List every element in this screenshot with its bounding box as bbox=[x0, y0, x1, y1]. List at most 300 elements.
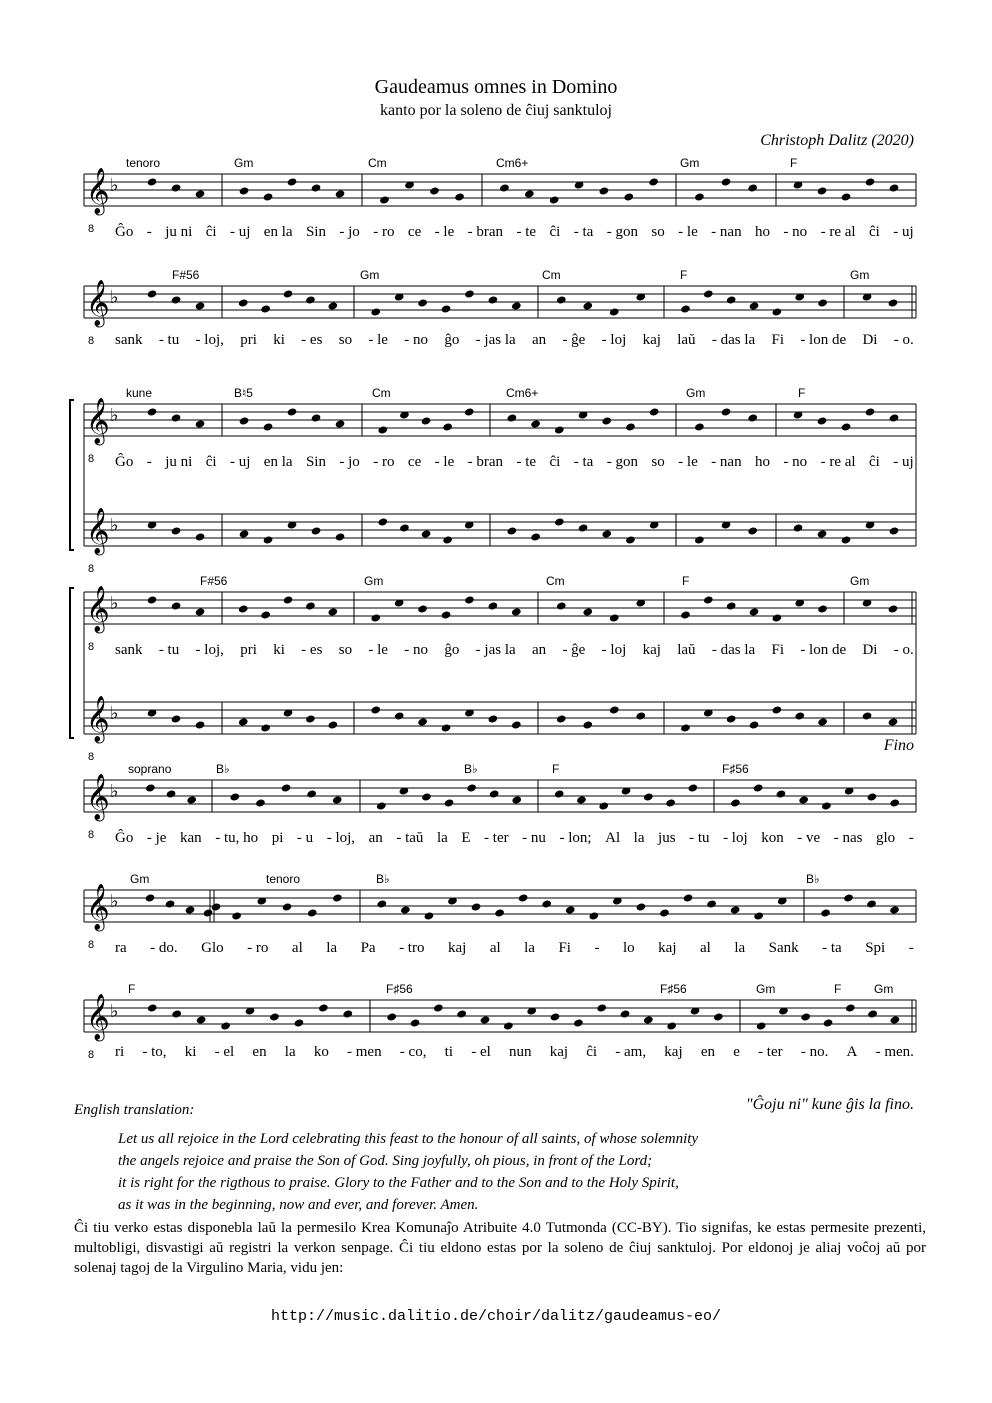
note-head bbox=[666, 1021, 677, 1030]
note-head bbox=[417, 717, 428, 726]
note-head bbox=[623, 192, 634, 201]
note-head bbox=[730, 798, 741, 807]
note-head bbox=[749, 720, 760, 729]
lyric-syllable: - tu bbox=[158, 642, 180, 658]
octave-eight-mark: 8 bbox=[88, 939, 95, 951]
note-head bbox=[229, 792, 240, 801]
chord-symbol: F#56 bbox=[200, 574, 228, 588]
note-head bbox=[694, 192, 705, 201]
lyric-syllable: - uj bbox=[229, 224, 251, 240]
note-head bbox=[582, 301, 593, 310]
note-head bbox=[287, 407, 298, 416]
chord-symbol: F bbox=[128, 982, 136, 996]
lyric-syllable: kon bbox=[761, 830, 784, 846]
lyric-syllable: en la bbox=[263, 224, 293, 240]
lyric-syllable: pi bbox=[271, 830, 284, 846]
note-head bbox=[433, 1003, 444, 1012]
fino-mark: Fino bbox=[883, 737, 914, 754]
note-head bbox=[332, 795, 343, 804]
note-head bbox=[625, 422, 636, 431]
lyric-syllable: - je bbox=[146, 830, 167, 846]
note-head bbox=[865, 177, 876, 186]
note-head bbox=[421, 792, 432, 801]
key-flat-icon: ♭ bbox=[110, 405, 119, 426]
note-head bbox=[260, 304, 271, 313]
note-head bbox=[730, 905, 741, 914]
note-head bbox=[817, 717, 828, 726]
note-head bbox=[721, 177, 732, 186]
note-head bbox=[753, 783, 764, 792]
lyric-syllable: sank bbox=[115, 642, 143, 658]
piece-title: Gaudeamus omnes in Domino bbox=[374, 76, 618, 98]
treble-clef-icon: 𝄞 bbox=[86, 508, 110, 554]
note-head bbox=[211, 902, 222, 911]
lyric-syllable: so bbox=[651, 454, 665, 470]
note-head bbox=[342, 1009, 353, 1018]
lyric-syllable: - tu, ho bbox=[215, 830, 259, 846]
lyric-syllable: Sin bbox=[305, 454, 326, 470]
note-head bbox=[399, 523, 410, 532]
lyric-syllable: - taŭ bbox=[396, 830, 424, 846]
lyric-syllable: E bbox=[461, 830, 471, 846]
lyric-syllable: - ta bbox=[822, 940, 842, 956]
lyric-syllable: - el bbox=[471, 1044, 491, 1060]
lyric-syllable: ĉi bbox=[549, 224, 561, 240]
lyric-syllable: - no bbox=[783, 454, 808, 470]
note-head bbox=[598, 801, 609, 810]
translation-text bbox=[118, 1128, 698, 1216]
note-head bbox=[867, 792, 878, 801]
chord-symbol: F bbox=[680, 268, 688, 282]
note-head bbox=[147, 407, 158, 416]
note-head bbox=[307, 908, 318, 917]
note-head bbox=[866, 899, 877, 908]
key-flat-icon: ♭ bbox=[110, 515, 119, 536]
note-head bbox=[195, 189, 206, 198]
lyric-syllable: al bbox=[489, 940, 501, 956]
chord-symbol: Gm bbox=[756, 982, 776, 996]
chord-symbol: Gm bbox=[850, 268, 870, 282]
chord-symbol: F bbox=[834, 982, 842, 996]
note-head bbox=[195, 301, 206, 310]
note-head bbox=[511, 720, 522, 729]
note-head bbox=[305, 295, 316, 304]
note-head bbox=[376, 801, 387, 810]
note-head bbox=[530, 419, 541, 428]
lyric-syllable: Sank bbox=[768, 940, 799, 956]
note-head bbox=[889, 526, 900, 535]
lyric-syllable: pri bbox=[240, 332, 257, 348]
note-head bbox=[565, 905, 576, 914]
note-head bbox=[311, 413, 322, 422]
lyric-syllable: - gon bbox=[606, 454, 638, 470]
lyric-syllable: - le bbox=[368, 642, 388, 658]
lyric-syllable: Spi bbox=[865, 940, 886, 956]
lyric-syllable: kaj bbox=[642, 332, 661, 348]
lyric-syllable: Glo bbox=[201, 940, 224, 956]
treble-clef-icon: 𝄞 bbox=[86, 884, 110, 930]
lyric-syllable: ĉi bbox=[205, 454, 217, 470]
lyrics-line bbox=[115, 332, 914, 349]
note-head bbox=[665, 798, 676, 807]
note-head bbox=[588, 911, 599, 920]
system-bracket bbox=[70, 400, 74, 550]
lyric-syllable: - nu bbox=[522, 830, 546, 846]
note-head bbox=[263, 192, 274, 201]
note-head bbox=[582, 720, 593, 729]
note-head bbox=[601, 529, 612, 538]
note-head bbox=[817, 298, 828, 307]
lyric-syllable: - das la bbox=[711, 642, 756, 658]
lyric-syllable: ju ni bbox=[165, 454, 193, 470]
note-head bbox=[721, 407, 732, 416]
lyric-syllable: - uj bbox=[893, 454, 914, 470]
chord-symbol: B♮5 bbox=[234, 386, 253, 400]
note-head bbox=[582, 607, 593, 616]
lyric-syllable: - tu bbox=[689, 830, 710, 846]
key-flat-icon: ♭ bbox=[110, 703, 119, 724]
note-head bbox=[541, 899, 552, 908]
note-head bbox=[518, 893, 529, 902]
lyric-syllable: - no bbox=[404, 332, 429, 348]
note-head bbox=[511, 795, 522, 804]
music-system-6 bbox=[0, 866, 992, 966]
chord-symbol: Cm bbox=[542, 268, 561, 282]
note-head bbox=[817, 604, 828, 613]
note-head bbox=[530, 532, 541, 541]
note-head bbox=[239, 186, 250, 195]
note-head bbox=[648, 177, 659, 186]
note-head bbox=[239, 529, 250, 538]
note-head bbox=[680, 723, 691, 732]
music-system-1 bbox=[0, 150, 992, 250]
lyric-syllable: - loj bbox=[723, 830, 748, 846]
chord-symbol: B♭ bbox=[464, 762, 478, 776]
note-head bbox=[680, 304, 691, 313]
lyrics-line bbox=[115, 1044, 914, 1061]
note-head bbox=[706, 899, 717, 908]
lyric-syllable: - ro bbox=[373, 224, 395, 240]
chord-symbol: Gm bbox=[874, 982, 894, 996]
note-head bbox=[578, 523, 589, 532]
note-head bbox=[379, 195, 390, 204]
translation-line: the angels rejoice and praise the Son of God. Sing joyfully, oh pious, in front of the Lord; bbox=[118, 1153, 653, 1169]
note-head bbox=[220, 1021, 231, 1030]
translation-heading: English translation: bbox=[74, 1102, 195, 1118]
note-head bbox=[166, 789, 177, 798]
lyric-syllable: ĝo bbox=[444, 332, 460, 348]
chord-symbol: Gm bbox=[686, 386, 706, 400]
note-head bbox=[756, 1021, 767, 1030]
note-head bbox=[573, 1018, 584, 1027]
note-head bbox=[556, 295, 567, 304]
note-head bbox=[888, 604, 899, 613]
source-url[interactable]: http://music.dalitio.de/choir/dalitz/gaudeamus-eo/ bbox=[270, 1308, 722, 1325]
note-head bbox=[549, 195, 560, 204]
note-head bbox=[511, 301, 522, 310]
note-head bbox=[817, 416, 828, 425]
lyric-syllable: ho bbox=[755, 224, 770, 240]
note-head bbox=[636, 902, 647, 911]
lyric-syllable: - am, bbox=[615, 1044, 647, 1060]
chord-symbol: Gm bbox=[364, 574, 384, 588]
note-head bbox=[487, 295, 498, 304]
lyric-syllable: - loj, bbox=[195, 642, 224, 658]
lyric-syllable: - jas la bbox=[475, 642, 516, 658]
note-head bbox=[554, 425, 565, 434]
lyric-syllable: - uj bbox=[893, 224, 914, 240]
note-head bbox=[556, 714, 567, 723]
lyric-syllable: - nan bbox=[711, 224, 742, 240]
note-head bbox=[635, 711, 646, 720]
note-head bbox=[554, 517, 565, 526]
lyric-syllable: la bbox=[284, 1044, 296, 1060]
note-head bbox=[821, 801, 832, 810]
note-head bbox=[598, 186, 609, 195]
note-head bbox=[165, 899, 176, 908]
note-head bbox=[749, 607, 760, 616]
lyric-syllable: nun bbox=[508, 1044, 532, 1060]
lyric-syllable: - bbox=[146, 224, 152, 240]
octave-eight-mark: 8 bbox=[88, 335, 95, 347]
lyric-syllable: an bbox=[368, 830, 383, 846]
note-head bbox=[255, 798, 266, 807]
note-head bbox=[643, 792, 654, 801]
chord-symbol: F♯56 bbox=[386, 982, 413, 996]
note-head bbox=[771, 613, 782, 622]
note-head bbox=[311, 526, 322, 535]
note-head bbox=[417, 298, 428, 307]
lyric-syllable: ĉi bbox=[586, 1044, 598, 1060]
key-flat-icon: ♭ bbox=[110, 891, 119, 912]
octave-eight-mark: 8 bbox=[88, 829, 95, 841]
octave-eight-mark: 8 bbox=[88, 223, 95, 235]
voice-label: tenoro bbox=[126, 156, 161, 170]
lyric-syllable: - o. bbox=[893, 332, 914, 348]
key-flat-icon: ♭ bbox=[110, 175, 119, 196]
lyric-syllable: - bbox=[594, 940, 600, 956]
lyric-syllable: - no bbox=[404, 642, 429, 658]
lyric-syllable: sank bbox=[115, 332, 143, 348]
lyric-syllable: Sin bbox=[305, 224, 326, 240]
lyric-syllable: en la bbox=[263, 454, 293, 470]
lyric-syllable: ki bbox=[273, 642, 285, 658]
lyric-syllable: - te bbox=[516, 454, 537, 470]
note-head bbox=[889, 798, 900, 807]
note-head bbox=[238, 298, 249, 307]
note-head bbox=[464, 289, 475, 298]
lyric-syllable: - jo bbox=[339, 454, 360, 470]
lyric-syllable: kaj bbox=[664, 1044, 683, 1060]
note-head bbox=[776, 789, 787, 798]
lyric-syllable: ĝo bbox=[444, 642, 460, 658]
music-system-7 bbox=[0, 976, 992, 1076]
lyrics-line bbox=[115, 224, 914, 241]
voice-label: tenoro bbox=[266, 872, 301, 886]
lyric-syllable: kaj bbox=[447, 940, 467, 956]
lyric-syllable: ti bbox=[444, 1044, 453, 1060]
note-head bbox=[370, 613, 381, 622]
music-system-3 bbox=[0, 380, 992, 575]
note-head bbox=[865, 407, 876, 416]
lyric-syllable: Ĝo bbox=[115, 224, 134, 240]
lyric-syllable: kaj bbox=[642, 642, 661, 658]
note-head bbox=[487, 601, 498, 610]
chord-symbol: Gm bbox=[130, 872, 150, 886]
lyric-syllable: - ĝe bbox=[562, 642, 586, 658]
lyrics-line bbox=[115, 454, 914, 471]
note-head bbox=[196, 1015, 207, 1024]
lyric-syllable: en bbox=[252, 1044, 267, 1060]
note-head bbox=[649, 407, 660, 416]
chord-symbol: B♭ bbox=[376, 872, 390, 886]
lyric-syllable: ce bbox=[407, 454, 422, 470]
note-head bbox=[145, 783, 156, 792]
note-head bbox=[793, 523, 804, 532]
lyric-syllable: - bran bbox=[467, 454, 504, 470]
note-head bbox=[239, 416, 250, 425]
note-head bbox=[305, 601, 316, 610]
lyric-syllable: laŭ bbox=[677, 332, 696, 348]
lyric-syllable: la bbox=[633, 830, 645, 846]
lyric-syllable: ki bbox=[273, 332, 285, 348]
lyric-syllable: - ve bbox=[797, 830, 821, 846]
lyric-syllable: - le bbox=[678, 224, 698, 240]
note-head bbox=[625, 535, 636, 544]
lyric-syllable: al bbox=[291, 940, 303, 956]
lyric-syllable: an bbox=[531, 332, 547, 348]
chord-symbol: Gm bbox=[234, 156, 254, 170]
note-head bbox=[260, 723, 271, 732]
treble-clef-icon: 𝄞 bbox=[86, 398, 110, 444]
lyric-syllable: - men bbox=[347, 1044, 382, 1060]
note-head bbox=[171, 714, 182, 723]
key-flat-icon: ♭ bbox=[110, 593, 119, 614]
note-head bbox=[609, 613, 620, 622]
note-head bbox=[862, 711, 873, 720]
note-head bbox=[186, 795, 197, 804]
note-head bbox=[771, 307, 782, 316]
note-head bbox=[376, 899, 387, 908]
lyric-syllable: so bbox=[338, 642, 353, 658]
note-head bbox=[454, 192, 465, 201]
note-head bbox=[171, 413, 182, 422]
treble-clef-icon: 𝄞 bbox=[86, 586, 110, 632]
note-head bbox=[817, 529, 828, 538]
note-head bbox=[318, 1003, 329, 1012]
note-head bbox=[889, 183, 900, 192]
lyric-syllable: an bbox=[531, 642, 547, 658]
lyric-syllable: - no. bbox=[800, 1044, 829, 1060]
note-head bbox=[609, 705, 620, 714]
note-head bbox=[335, 532, 346, 541]
note-head bbox=[231, 911, 242, 920]
note-head bbox=[441, 723, 452, 732]
note-head bbox=[417, 604, 428, 613]
lyric-syllable: ri bbox=[115, 1044, 125, 1060]
lyric-syllable: - do. bbox=[150, 940, 178, 956]
key-flat-icon: ♭ bbox=[110, 287, 119, 308]
note-head bbox=[506, 526, 517, 535]
composer-credit: Christoph Dalitz (2020) bbox=[760, 132, 914, 149]
lyric-syllable: - tu bbox=[158, 332, 180, 348]
note-head bbox=[524, 189, 535, 198]
lyric-syllable: - to, bbox=[142, 1044, 167, 1060]
lyric-syllable: - uj bbox=[229, 454, 251, 470]
lyric-syllable: la bbox=[436, 830, 448, 846]
lyric-syllable: kaj bbox=[549, 1044, 569, 1060]
treble-clef-icon: 𝄞 bbox=[86, 696, 110, 742]
note-head bbox=[466, 783, 477, 792]
note-head bbox=[444, 798, 455, 807]
music-system-2 bbox=[0, 262, 992, 362]
lyric-syllable: - jas la bbox=[475, 332, 516, 348]
staff-7 bbox=[0, 976, 992, 1076]
note-head bbox=[489, 789, 500, 798]
note-head bbox=[282, 902, 293, 911]
note-head bbox=[332, 893, 343, 902]
lyric-syllable: en bbox=[700, 1044, 715, 1060]
note-head bbox=[441, 304, 452, 313]
note-head bbox=[394, 711, 405, 720]
note-head bbox=[195, 532, 206, 541]
lyric-syllable: ce bbox=[407, 224, 422, 240]
note-head bbox=[327, 607, 338, 616]
lyric-syllable: - loj, bbox=[195, 332, 224, 348]
note-head bbox=[269, 1012, 280, 1021]
lyric-syllable: - es bbox=[301, 332, 323, 348]
treble-clef-icon: 𝄞 bbox=[86, 774, 110, 820]
lyric-syllable: kan bbox=[180, 830, 202, 846]
note-head bbox=[471, 902, 482, 911]
note-head bbox=[494, 908, 505, 917]
lyric-syllable: Al bbox=[605, 830, 621, 846]
note-head bbox=[195, 607, 206, 616]
chord-symbol: Cm6+ bbox=[506, 386, 539, 400]
note-head bbox=[442, 535, 453, 544]
lyric-syllable: - bbox=[146, 454, 152, 470]
note-head bbox=[659, 908, 670, 917]
note-head bbox=[841, 422, 852, 431]
note-head bbox=[550, 1012, 561, 1021]
note-head bbox=[410, 1018, 421, 1027]
note-head bbox=[889, 905, 900, 914]
note-head bbox=[817, 186, 828, 195]
note-head bbox=[506, 413, 517, 422]
lyric-syllable: ĉi bbox=[869, 224, 880, 240]
note-head bbox=[771, 705, 782, 714]
lyric-syllable: - men. bbox=[875, 1044, 914, 1060]
octave-eight-mark: 8 bbox=[88, 453, 95, 465]
key-flat-icon: ♭ bbox=[110, 781, 119, 802]
lyric-syllable: - o. bbox=[893, 642, 914, 658]
note-head bbox=[195, 419, 206, 428]
lyric-syllable: - bran bbox=[467, 224, 504, 240]
note-head bbox=[888, 298, 899, 307]
lyric-syllable: - ro bbox=[247, 940, 269, 956]
note-head bbox=[556, 601, 567, 610]
voice-label: kune bbox=[126, 386, 153, 400]
note-head bbox=[511, 607, 522, 616]
note-head bbox=[487, 714, 498, 723]
note-head bbox=[327, 720, 338, 729]
note-head bbox=[185, 905, 196, 914]
chord-symbol: Gm bbox=[680, 156, 700, 170]
note-head bbox=[386, 1012, 397, 1021]
lyric-syllable: la bbox=[326, 940, 338, 956]
lyric-syllable: - nan bbox=[711, 454, 742, 470]
note-head bbox=[238, 717, 249, 726]
